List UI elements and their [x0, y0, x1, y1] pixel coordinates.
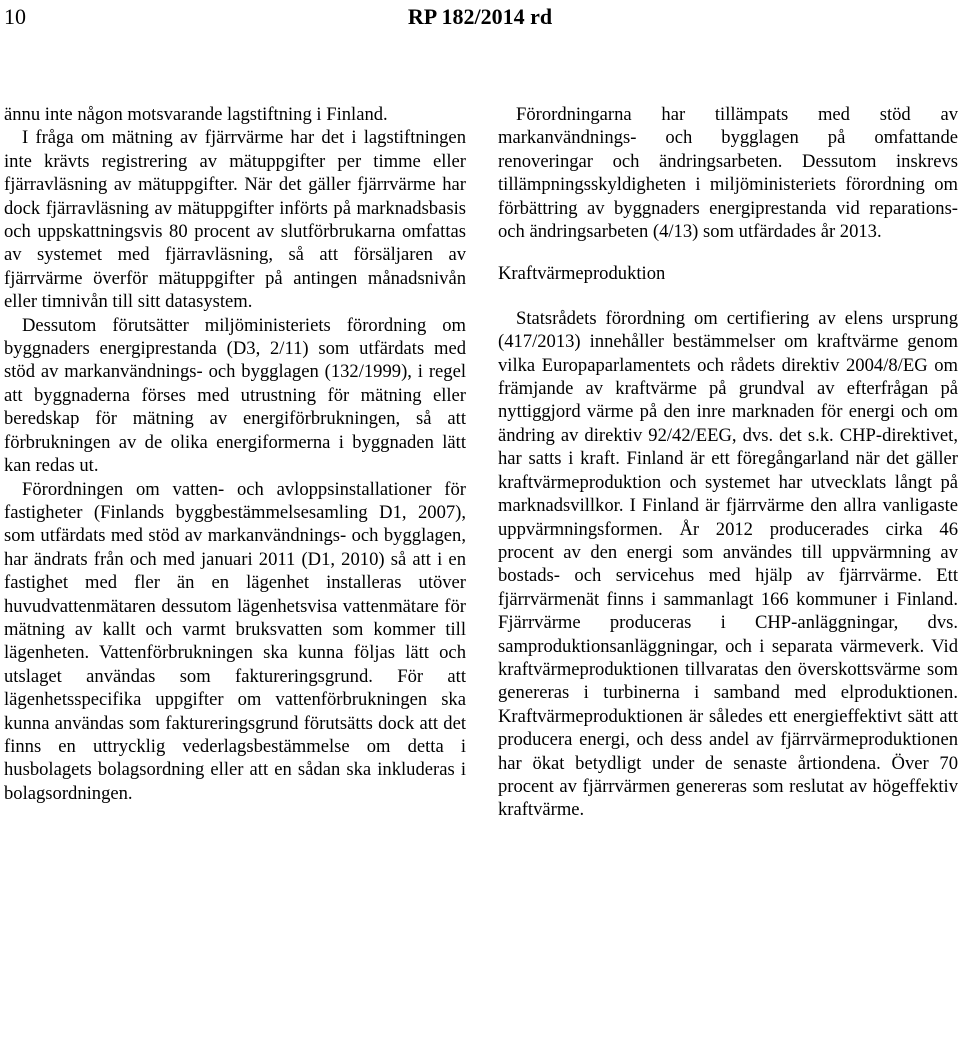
paragraph: Statsrådets förordning om certifiering av elens ursprung (417/2013) innehåller bestämmelser om kraftvärme genom vilka Europaparlamentets och rådets direktiv 2004/8/EG om främjande av kraftvärme på grundval av efterfrågan på nyttiggjord värme på den inre marknaden för energi och om ändring av direktiv 92/42/EEG, dvs. det s.k. CHP-direktivet, har satts i kraft. Finland är ett föregångarland när det gäller kraftvärmeproduktion och systemet har utvecklats långt på marknadsvillkor. I Finland är fjärrvärme den allra vanligaste uppvärmningsformen. År 2012 producerades cirka 46 procent av den energi som användes till uppvärmning av bostads- och servicehus med hjälp av fjärrvärme. Ett fjärrvärmenät finns i sammanlagt 166 kommuner i Finland. Fjärrvärme produceras i CHP-anläggningar, dvs. samproduktionsanläggningar, och i separata värmeverk. Vid kraftvärmeproduktionen tillvaratas den överskottsvärme som genereras i turbinerna i samband med elproduktionen. Kraftvärmeproduktionen är således ett energieffektivt sätt att producera energi, och dess andel av fjärrvärmeproduktionen har ökat betydligt under de senaste årtiondena. Över 70 procent av fjärrvärmen genereras som reslutat av högeffektiv kraftvärme. [498, 307, 958, 821]
section-heading: Kraftvärmeproduktion [498, 263, 666, 285]
paragraph: I fråga om mätning av fjärrvärme har det i lagstiftningen inte krävts registrering av mätuppgifter per timme eller fjärravläsning av mätuppgifter. När det gäller fjärrvärme har dock fjärravläsning av mätuppgifter införts på marknadsbasis och uppskattningsvis 80 procent av slutförbrukarna omfattas av systemet med fjärravläsning, så att försäljaren av fjärrvärme överför mätuppgifter på antingen månadsnivån eller timnivån till sitt datasystem. [4, 127, 466, 313]
page-number: 10 [4, 4, 26, 29]
paragraph: ännu inte någon motsvarande lagstiftning i Finland. [4, 104, 388, 125]
paragraph: Förordningarna har tillämpats med stöd av markanvändnings- och bygglagen på omfattande renoveringar och ändringsarbeten. Dessutom inskrevs tillämpningsskyldigheten i miljöministeriets förordning om förbättring av byggnaders energiprestanda vid reparations- och ändringsarbeten (4/13) som utfärdades år 2013. [498, 104, 958, 243]
document-reference: RP 182/2014 rd [407, 4, 553, 29]
page-header [0, 0, 960, 44]
paragraph: Förordningen om vatten- och avloppsinstallationer för fastigheter (Finlands byggbestämmelsesamling D1, 2007), som utfärdats med stöd av markanvändnings- och bygglagen, har ändrats från och med januari 2011 (D1, 2010) så att i en fastighet med fler än en lägenhet installeras utöver huvudvattenmätaren dessutom lägenhetsvisa vattenmätare för mätning av kallt och varmt bruksvatten som kommer till lägenheten. Vattenförbrukningen ska kunna följas lätt och utslaget användas som faktureringsgrund. För att lägenhetsspecifika uppgifter om vattenförbrukningen ska kunna användas som faktureringsgrund förutsätts dock att det finns en uttrycklig vederlagsbestämmelse om detta i husbolagets bolagsordning eller att en sådan ska inkluderas i bolagsordningen. [4, 478, 466, 804]
right-column [498, 103, 958, 822]
paragraph: Dessutom förutsätter miljöministeriets förordning om byggnaders energiprestanda (D3, 2/11) som utfärdats med stöd av markanvändnings- och bygglagen (132/1999), i regel att byggnaderna förses med utrustning för mätning eller beredskap för mätning av energiförbrukningen, så att förbrukningen av de olika energiformerna i byggnaden lätt kan redas ut. [4, 314, 466, 477]
left-column [4, 103, 466, 805]
